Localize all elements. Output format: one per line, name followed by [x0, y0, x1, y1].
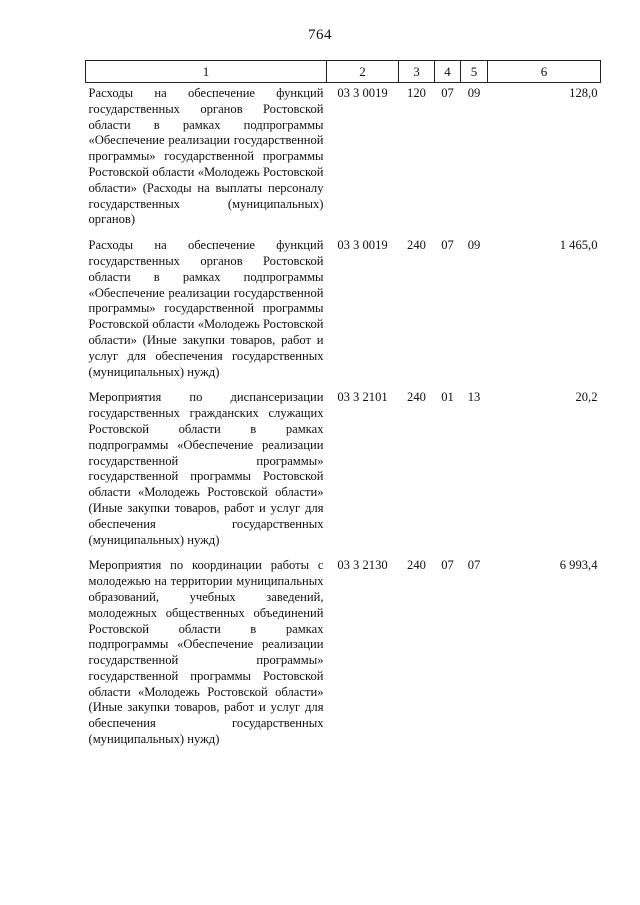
header-col-6: 6: [488, 61, 601, 83]
row-description: Мероприятия по диспансеризации государственных гражданских служащих Ростовской области в рамках подпрограммы «Обеспечение реализации государственной программы» государственной программы Ростовской области «Молодежь Ростовской области» (Иные закупки товаров, работ и услуг для обеспечения государственных (муниципальных) нужд): [88, 390, 324, 547]
row-section: 01: [441, 390, 454, 405]
table-body: [86, 83, 601, 756]
header-row: [86, 61, 601, 83]
row-section: 07: [441, 558, 454, 573]
row-amount: 1 465,0: [559, 238, 598, 253]
row-expense-type: 240: [407, 390, 426, 405]
row-subsection: 13: [467, 390, 481, 405]
row-amount: 6 993,4: [559, 558, 598, 573]
table-row: [86, 83, 601, 237]
row-target-article: 03 3 2101: [337, 390, 388, 405]
row-amount: 20,2: [575, 390, 598, 405]
header-col-1: 1: [86, 61, 327, 83]
header-col-4: 4: [435, 61, 461, 83]
row-target-article: 03 3 2130: [337, 558, 388, 573]
row-description: Расходы на обеспечение функций государственных органов Ростовской области в рамках подпрограммы «Обеспечение реализации государственной программы» государственной программы Ростовской области «Молодежь Ростовской области» (Расходы на выплаты персоналу государственных (муниципальных) органов): [88, 86, 324, 227]
row-expense-type: 240: [407, 558, 426, 573]
row-description: Расходы на обеспечение функций государственных органов Ростовской области в рамках подпрограммы «Обеспечение реализации государственной программы» государственной программы Ростовской области «Молодежь Ростовской области» (Иные закупки товаров, работ и услуг для обеспечения государственных (муниципальных) нужд): [88, 238, 324, 379]
table-header: [86, 61, 601, 83]
table-row: [86, 388, 601, 556]
row-section: 07: [441, 86, 454, 100]
budget-table: [85, 60, 601, 756]
header-col-2: 2: [327, 61, 399, 83]
table-row: [86, 236, 601, 388]
row-amount: 128,0: [569, 86, 598, 100]
page-number: 764: [308, 27, 332, 43]
row-target-article: 03 3 0019: [337, 86, 388, 100]
row-subsection: 09: [467, 238, 481, 253]
row-subsection: 07: [467, 558, 481, 573]
row-subsection: 09: [467, 86, 481, 100]
table-row: [86, 556, 601, 756]
row-section: 07: [441, 238, 454, 253]
header-col-5: 5: [461, 61, 488, 83]
header-col-3: 3: [399, 61, 435, 83]
row-expense-type: 240: [407, 238, 426, 253]
row-target-article: 03 3 0019: [337, 238, 388, 253]
row-expense-type: 120: [407, 86, 426, 100]
row-description: Мероприятия по координации работы с молодежью на территории муниципальных образований, учебных заведений, молодежных общественных объединений Ростовской области в рамках подпрограммы «Обеспечение реализации государственной программы» государственной программы Ростовской области «Молодежь Ростовской области» (Иные закупки товаров, работ и услуг для обеспечения государственных (муниципальных) нужд): [88, 558, 324, 747]
